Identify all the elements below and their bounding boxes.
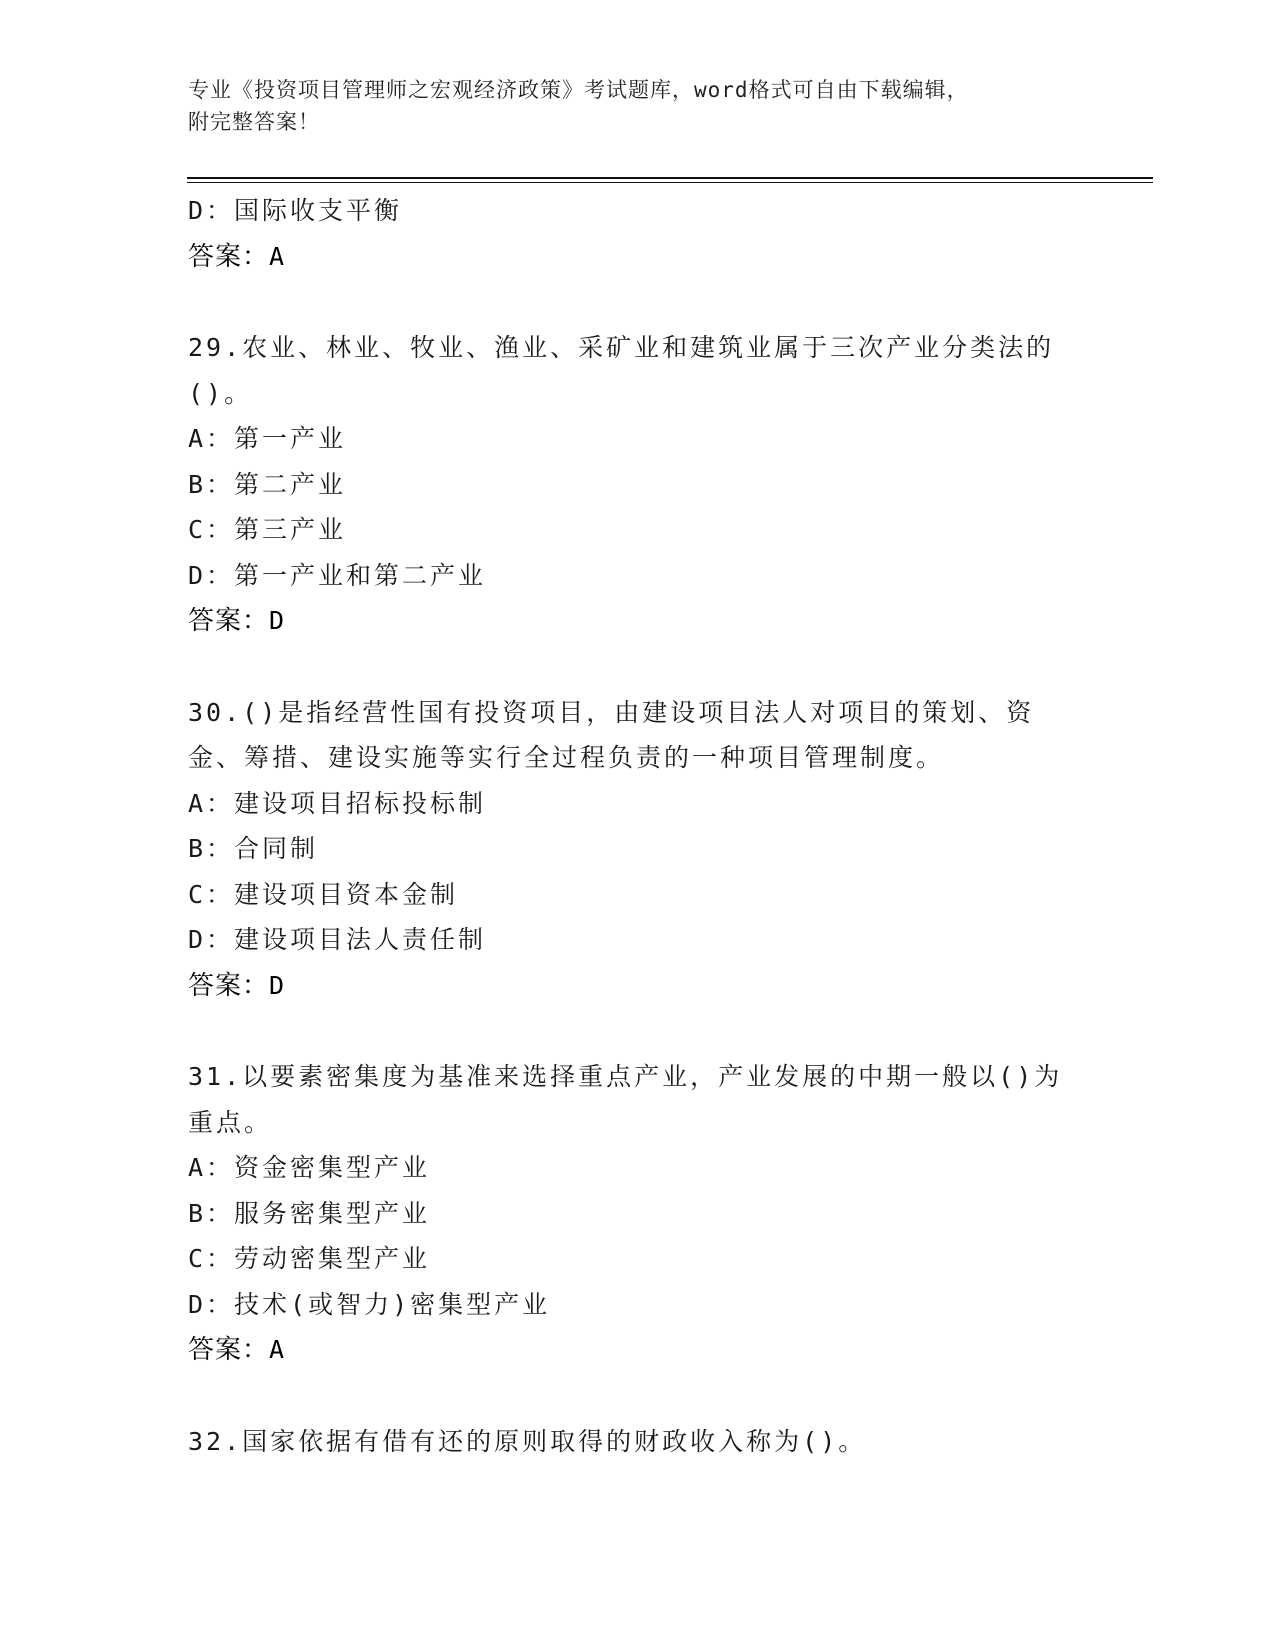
answer-value: A <box>269 1335 285 1364</box>
option-d: D：第一产业和第二产业 <box>188 560 487 590</box>
question-text: 32.国家依据有借有还的原则取得的财政收入称为()。 <box>188 1426 867 1456</box>
header-line-1: 专业《投资项目管理师之宏观经济政策》考试题库，word格式可自由下载编辑， <box>188 78 969 102</box>
answer-line <box>188 1327 1088 1374</box>
answer-label: 答案： <box>188 1335 270 1365</box>
option-b: B：第二产业 <box>188 469 347 499</box>
answer-line <box>188 234 1088 281</box>
answer-label: 答案： <box>188 241 270 272</box>
answer-line <box>188 963 1088 1010</box>
answer-label: 答案： <box>188 606 270 636</box>
answer-line <box>188 598 1088 645</box>
option-d: D：建设项目法人责任制 <box>188 925 487 954</box>
header-divider-thick <box>187 177 1153 179</box>
option-a: A：资金密集型产业 <box>188 1153 431 1182</box>
question-item <box>188 690 1088 1010</box>
answer-value: A <box>269 241 285 271</box>
answer-label: 答案： <box>188 970 270 1001</box>
option-d: D：国际收支平衡 <box>188 196 403 225</box>
option-d: D：技术(或智力)密集型产业 <box>188 1289 551 1319</box>
header-line-2: 附完整答案！ <box>188 110 320 134</box>
answer-value: D <box>269 606 285 635</box>
option-a: A：建设项目招标投标制 <box>188 788 487 818</box>
option-c: C：第三产业 <box>188 515 347 544</box>
answer-value: D <box>269 970 285 1000</box>
question-text: 31.以要素密集度为基准来选择重点产业，产业发展的中期一般以()为重点。 <box>188 1062 1063 1137</box>
option-c: C：建设项目资本金制 <box>188 879 459 909</box>
question-item <box>188 1054 1088 1374</box>
question-item <box>188 325 1088 645</box>
header-divider-thin <box>187 182 1153 183</box>
question-item <box>188 1419 1088 1465</box>
option-b: B：合同制 <box>188 834 319 863</box>
option-a: A：第一产业 <box>188 424 347 453</box>
question-text: 29.农业、林业、牧业、渔业、采矿业和建筑业属于三次产业分类法的()。 <box>188 333 1055 408</box>
question-content <box>188 188 1088 1464</box>
option-b: B：服务密集型产业 <box>188 1198 431 1228</box>
document-header <box>188 74 1068 138</box>
question-text: 30.()是指经营性国有投资项目，由建设项目法人对项目的策划、资金、筹措、建设实施等实行全过程负责的一种项目管理制度。 <box>188 697 1035 772</box>
option-c: C：劳动密集型产业 <box>188 1244 431 1273</box>
